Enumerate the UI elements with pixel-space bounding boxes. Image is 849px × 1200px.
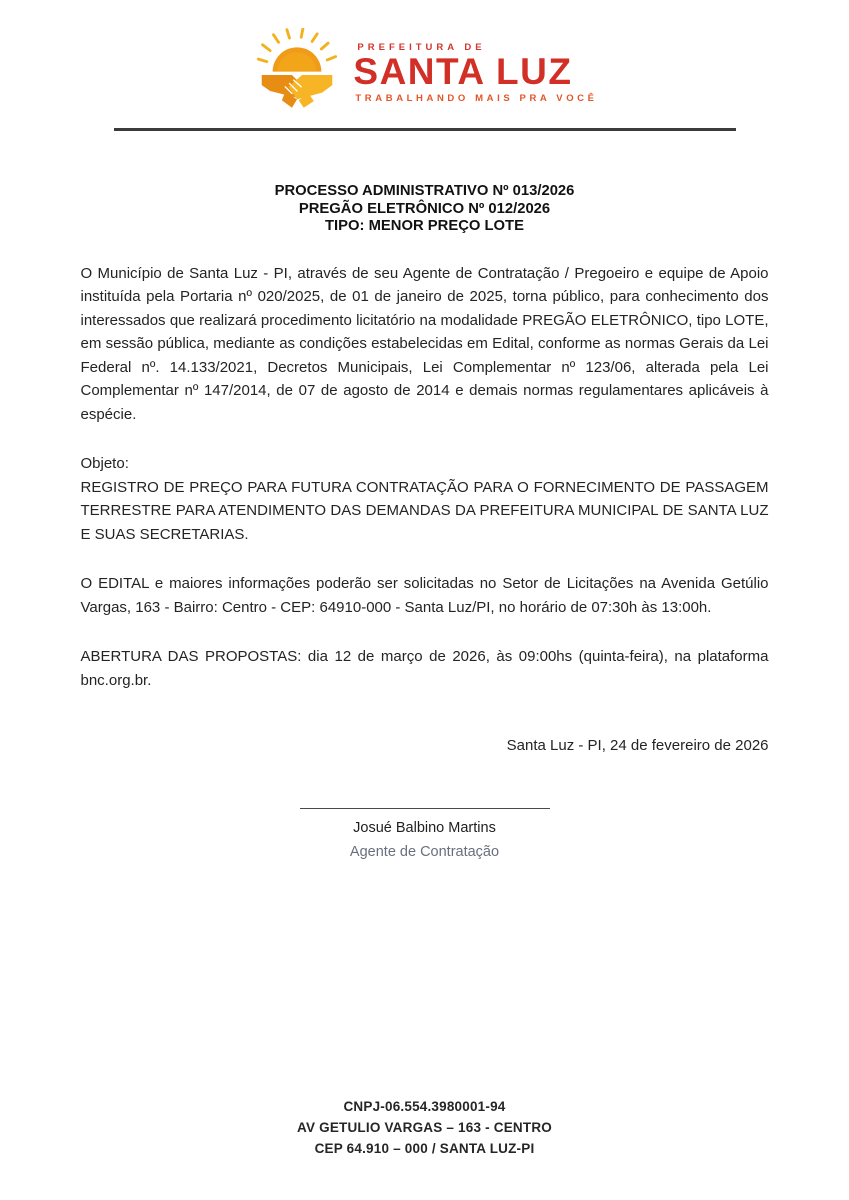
footer-address: AV GETULIO VARGAS – 163 - CENTRO	[297, 1120, 552, 1135]
footer-cep: CEP 64.910 – 000 / SANTA LUZ-PI	[314, 1141, 535, 1156]
edital-paragraph: O EDITAL e maiores informações poderão ser solicitadas no Setor de Licitações na Avenida Getúlio Vargas, 163 - Bairro: Centro - CEP: 64910-000 - Santa Luz/PI, no horário de 07:30h às 13:00h.	[80, 575, 769, 616]
document-body	[81, 262, 769, 758]
document-footer	[0, 1096, 849, 1159]
footer-cnpj: CNPJ-06.554.3980001-94	[343, 1099, 506, 1114]
logo-pre-title: PREFEITURA DE	[357, 41, 486, 53]
signer-name: Josué Balbino Martins	[353, 819, 496, 836]
intro-paragraph: O Município de Santa Luz - PI, através de seu Agente de Contratação / Pregoeiro e equipe de Apoio instituída pela Portaria nº 020/2025, de 01 de janeiro de 2025, torna público, para conhecimento dos interessados que realizará procedimento licitatório na modalidade PREGÃO ELETRÔNICO, tipo LOTE, em sessão pública, mediante as condições estabelecidas em Edital, conforme as normas Gerais da Lei Federal nº. 14.133/2021, Decretos Municipais, Lei Complementar nº 123/06, alterada pela Lei Complementar nº 147/2014, de 07 de agosto de 2014 e demais normas regulamentares aplicáveis à espécie.	[80, 264, 769, 423]
logo-text-block	[353, 36, 597, 105]
objeto-label: Objeto:	[80, 455, 129, 472]
sun-handshake-icon	[251, 28, 343, 112]
pregao-eletronico-line: PREGÃO ELETRÔNICO Nº 012/2026	[298, 200, 551, 217]
document-title-block	[0, 183, 849, 236]
document-header	[0, 0, 849, 112]
processo-administrativo-line: PROCESSO ADMINISTRATIVO Nº 013/2026	[274, 183, 575, 199]
signature-line	[300, 808, 550, 809]
abertura-paragraph: ABERTURA DAS PROPOSTAS: dia 12 de março de 2026, às 09:00hs (quinta-feira), na plataforma bnc.org.br.	[80, 648, 769, 689]
prefeitura-logo	[251, 28, 597, 112]
header-divider	[114, 128, 736, 131]
logo-slogan: TRABALHANDO MAIS PRA VOCÊ	[355, 93, 598, 105]
tipo-line: TIPO: MENOR PREÇO LOTE	[325, 218, 524, 234]
signature-block	[0, 808, 849, 863]
signer-role: Agente de Contratação	[349, 843, 500, 860]
logo-title: SANTA LUZ	[353, 50, 573, 92]
place-date-line: Santa Luz - PI, 24 de fevereiro de 2026	[506, 737, 769, 754]
objeto-text: REGISTRO DE PREÇO PARA FUTURA CONTRATAÇÃO PARA O FORNECIMENTO DE PASSAGEM TERRESTRE PARA ATENDIMENTO DAS DEMANDAS DA PREFEITURA MUNICIPAL DE SANTA LUZ E SUAS SECRETARIAS.	[80, 478, 769, 543]
